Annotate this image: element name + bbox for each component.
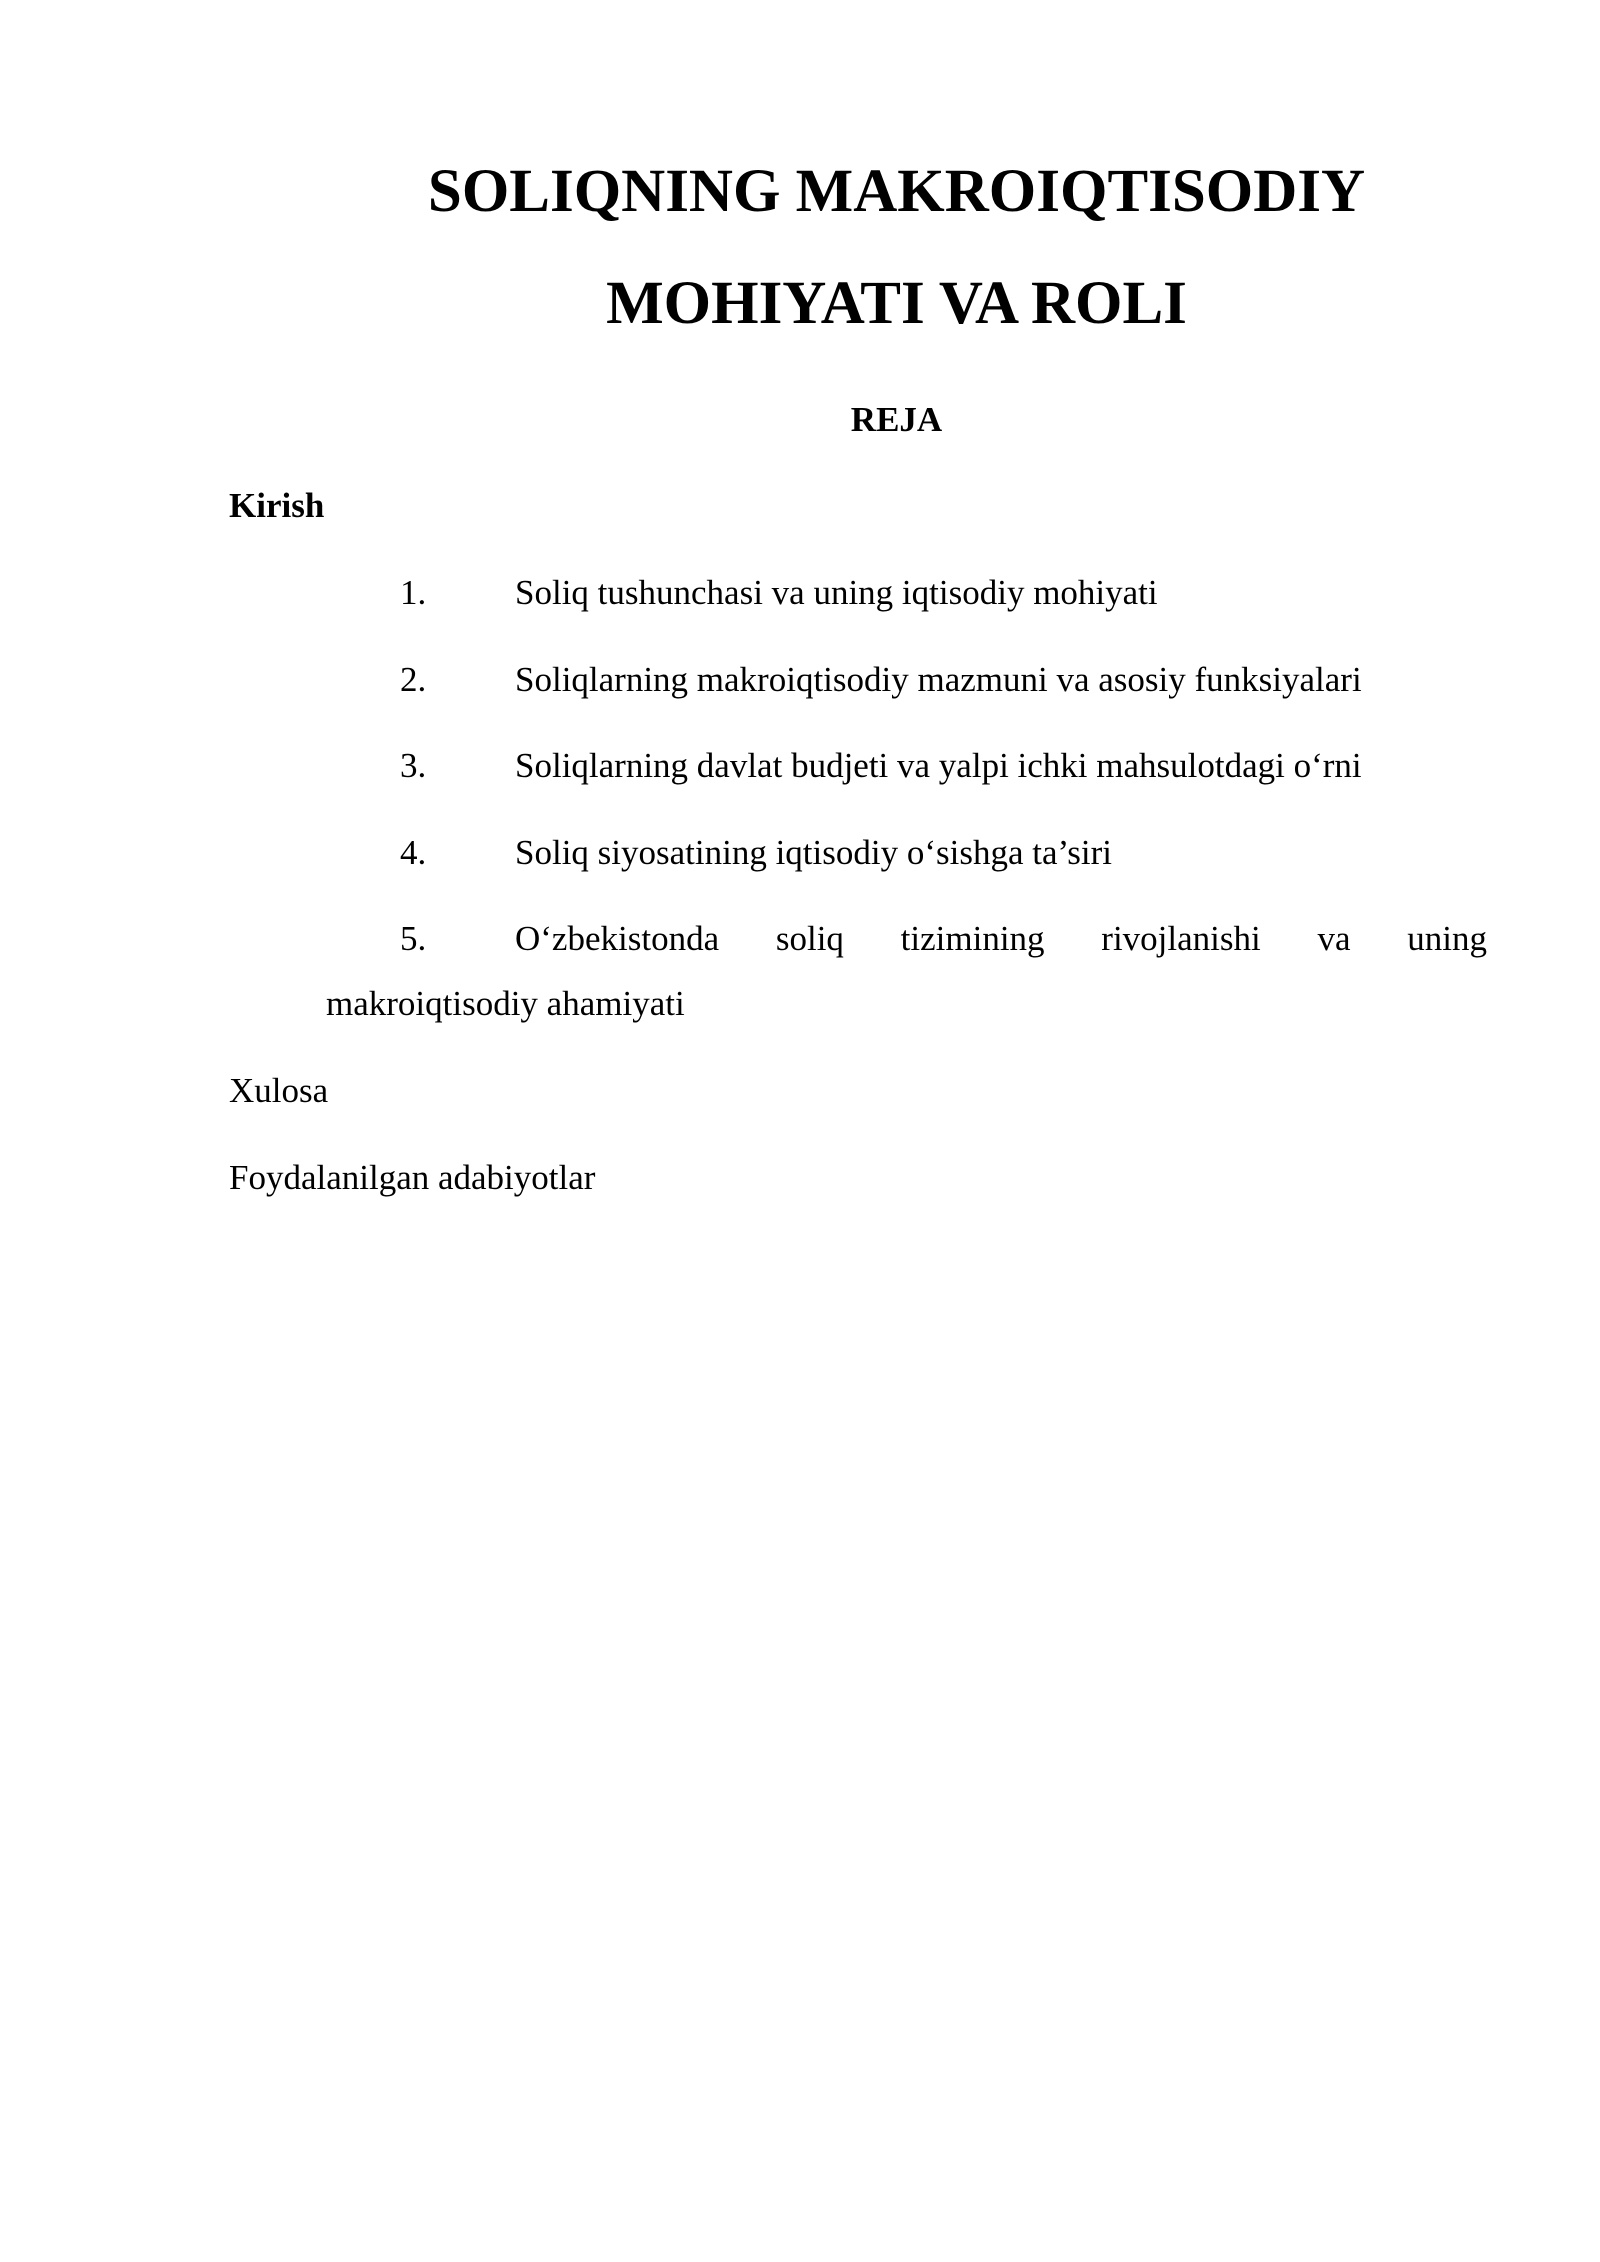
conclusion-heading: Xulosa <box>229 1071 329 1110</box>
plan-item-5-continuation: makroiqtisodiy ahamiyati <box>326 984 685 1023</box>
plan-item-number: 3. <box>400 746 427 785</box>
plan-item-text: Soliq tushunchasi va uning iqtisodiy mohiyati <box>515 573 1158 612</box>
plan-item-text: O‘zbekistonda soliq tizimining rivojlanishi va uning <box>515 919 1487 958</box>
references-heading: Foydalanilgan adabiyotlar <box>229 1158 596 1197</box>
plan-item-text: Soliqlarning davlat budjeti va yalpi ichki mahsulotdagi o‘rni <box>515 746 1362 785</box>
plan-item-number: 1. <box>400 573 427 612</box>
document-title-line-2: MOHIYATI VA ROLI <box>606 270 1187 337</box>
plan-item-number: 5. <box>400 919 427 958</box>
plan-item-number: 4. <box>400 833 427 872</box>
plan-item-number: 2. <box>400 660 427 699</box>
document-title-line-1: SOLIQNING MAKROIQTISODIY <box>427 158 1366 225</box>
intro-heading: Kirish <box>229 486 325 525</box>
plan-heading: REJA <box>850 400 943 439</box>
plan-item-text: Soliq siyosatining iqtisodiy o‘sishga ta’siri <box>515 833 1112 872</box>
plan-item-text: Soliqlarning makroiqtisodiy mazmuni va asosiy funksiyalari <box>515 660 1362 699</box>
